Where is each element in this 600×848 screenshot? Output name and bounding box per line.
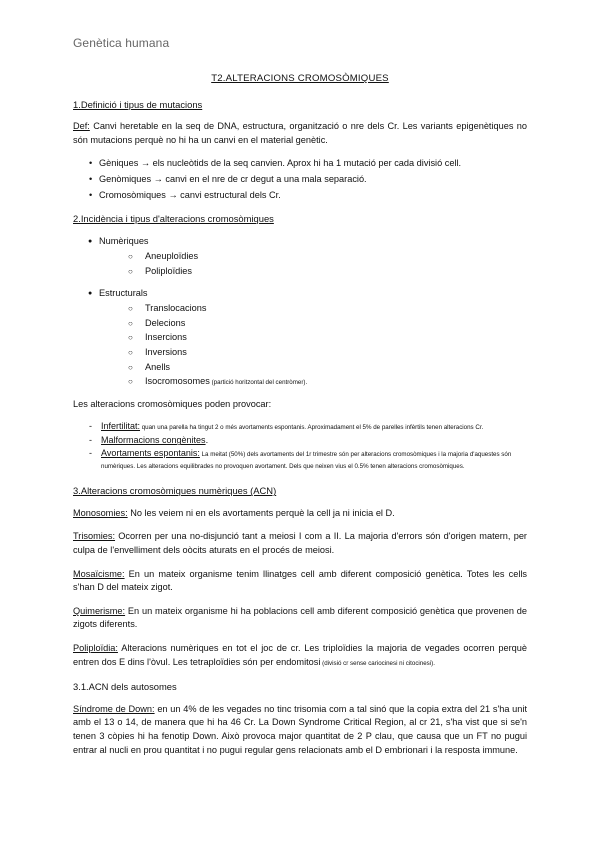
monosomies-label: Monosomies: [73, 507, 128, 518]
mosaicisme-label: Mosaïcisme: [73, 568, 125, 579]
effect-text: . [205, 435, 209, 446]
list-item: ○ Anells [73, 361, 527, 375]
monosomies-paragraph [73, 507, 527, 521]
section-2-heading: 2.Incidència i tipus d'alteracions cromosòmiques [73, 213, 274, 225]
def-label: Def: [73, 121, 90, 132]
list-item-numeriques [73, 235, 527, 279]
list-item: • Cromosòmiques → canvi estructural dels Cr. [73, 189, 527, 203]
monosomies-text: No les veiem ni en els avortaments perquè la cell ja ni inicia el D. [127, 507, 395, 518]
list-item: • Gèniques → els nucleòtids de la seq canvien. Aprox hi ha 1 mutació per cada divisió cell. [73, 157, 527, 171]
alteration-categories-list [73, 235, 527, 390]
numeriques-sublist [73, 250, 527, 278]
list-item-avortaments [73, 448, 527, 472]
list-item: ○ Poliploïdies [73, 265, 527, 279]
isocromosomes-label: Isocromosomes [145, 376, 210, 387]
down-text: en un 4% de les vegades no tinc trisomia com a tal sinó que la copia extra del 21 s'ha unit amb el 13 o 14, de manera que hi ha 46 Cr. La Down Syndrome Critical Region, al cr 21, s'ha vist que si se'n tenen 3 còpies hi ha fenotip Down. Això provoca major quantitat de 2 P clau, que causa que un FT no pugui entrar al nucli en prou quantitat i no pugui regular gens relacionats amb el D embrionari i la resposta immune. [73, 703, 527, 755]
page-header: Genètica humana [73, 36, 170, 50]
numeriques-label: Numèriques [99, 235, 149, 246]
section-1-heading: 1.Definició i tipus de mutacions [73, 98, 203, 110]
list-item: ○ Translocacions [73, 302, 527, 316]
mosaicisme-paragraph [73, 568, 527, 595]
effect-label: Avortaments espontanis: [101, 448, 200, 459]
quimerisme-label: Quimerisme: [73, 605, 126, 616]
effects-list [73, 421, 527, 472]
list-item: ○ Aneuploïdies [73, 250, 527, 264]
list-item-isocromosomes [73, 375, 527, 390]
effect-label: Infertilitat: [101, 421, 141, 432]
mutation-types-list [73, 157, 527, 202]
def-text: Canvi heretable en la seq de DNA, estructura, organització o nre dels Cr. Les variants epigenètiques no són mutacions perquè no hi ha un canvi en el material genètic. [73, 121, 527, 145]
quimerisme-text: En un mateix organisme hi ha poblacions cell amb diferent composició genètica que provenen de zigots diferents. [73, 605, 527, 630]
estructurals-label: Estructurals [99, 287, 148, 298]
poliploidia-paragraph [73, 642, 527, 670]
down-label: Síndrome de Down: [73, 703, 155, 714]
list-item: ○ Inversions [73, 346, 527, 360]
isocromosomes-note: (partició horitzontal del centròmer). [209, 379, 308, 387]
poliploidia-label: Poliploïdia: [73, 643, 118, 654]
list-item: ○ Delecions [73, 317, 527, 331]
document-body [73, 72, 527, 767]
poliploidia-note: (divisió cr sense cariocinesi ni citocinesi). [320, 659, 435, 667]
section-3-1-heading: 3.1.ACN dels autosomes [73, 681, 177, 693]
list-item: • Genòmiques → canvi en el nre de cr degut a una mala separació. [73, 173, 527, 187]
trisomies-label: Trisomies: [73, 531, 116, 542]
list-item-malformacions [73, 435, 527, 446]
trisomies-text: Ocorren per una no-disjunció tant a meiosi I com a II. La majoria d'errors són d'origen matern, per culpa de l'envelliment dels oòcits aturats en el procés de meiosi. [73, 531, 527, 556]
quimerisme-paragraph [73, 605, 527, 632]
down-paragraph [73, 703, 527, 757]
list-item: ○ Insercions [73, 331, 527, 345]
document-title: T2.ALTERACIONS CROMOSÒMIQUES [211, 73, 389, 84]
list-item-infertilitat [73, 421, 527, 433]
mosaicisme-text: En un mateix organisme tenim llinatges cell amb diferent composició genètica. Totes les cells s'han D del mateix zigot. [73, 568, 527, 593]
list-item-estructurals [73, 287, 527, 390]
estructurals-sublist [73, 302, 527, 390]
definition-paragraph [73, 120, 527, 147]
trisomies-paragraph [73, 530, 527, 557]
section-3-heading: 3.Alteracions cromosòmiques numèriques (ACN) [73, 485, 277, 497]
poliploidia-text: Alteracions numèriques en tot el joc de cr. Les triploïdies la majoria de vegades ocorren perquè entren dos E dins l'òvul. Les tetraploïdies són per endomitosi [73, 643, 527, 667]
effects-intro: Les alteracions cromosòmiques poden provocar: [73, 398, 272, 409]
effect-text: quan una parella ha tingut 2 o més avortaments espontanis. Aproximadament el 5% de parelles infèrtils tenen alteracions Cr. [140, 424, 484, 432]
effect-label: Malformacions congènites [101, 435, 206, 446]
effect-text: La meitat (50%) dels avortaments del 1r trimestre són per alteracions cromosòmiques i la majoria d'aquestes són numèriques. Les alteracions equilibrades no provoquen avortament. Dels que neixen vius el 0.5% tenen alteracions cromosòmiques. [101, 451, 512, 471]
